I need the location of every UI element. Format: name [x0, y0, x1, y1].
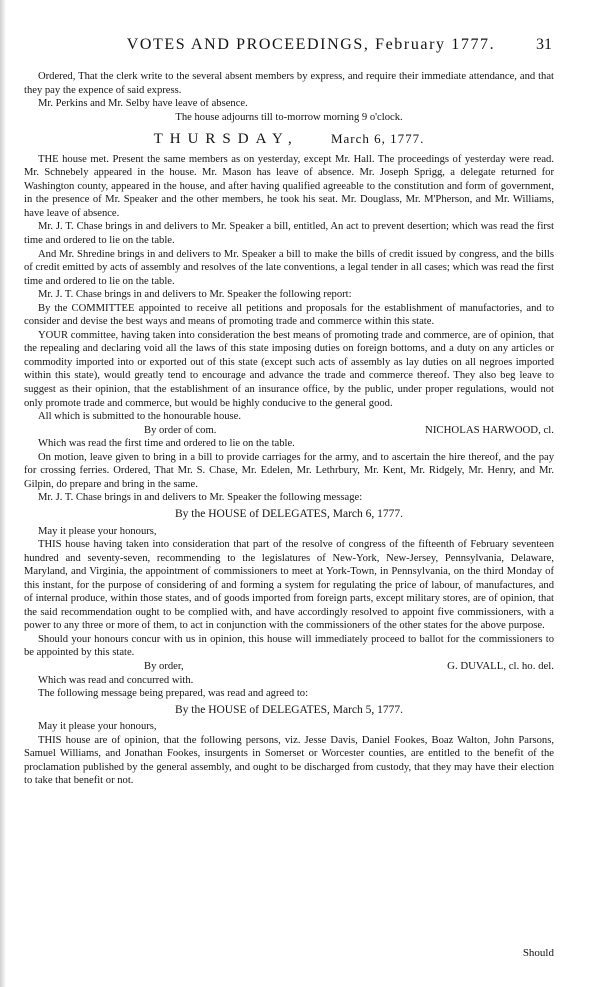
paragraph-submitted: All which is submitted to the honourable house. [38, 411, 242, 423]
running-header [70, 36, 552, 54]
day-date: March 6, 1777. [330, 131, 425, 147]
signature-name: G. DUVALL, cl. ho. del. [447, 659, 554, 672]
day-heading [24, 132, 554, 147]
signature-label: By order of com. [144, 424, 217, 436]
paragraph-message-prepared: The following message being prepared, was read and agreed to: [38, 688, 309, 700]
paragraph-insurgents: THIS house are of opinion, that the following persons, viz. Jesse Davis, Daniel Fookes, Boaz Walton, John Parsons, Samuel Williams, and Jonathan Fookes, insurgents in Somerset or Worcester counties, are entitled to the benefit of the proclamation published by the general assembly, and ought to be discharged from custody, that they may have their election to take that benefit or not. [24, 734, 554, 787]
paragraph-message-intro: Mr. J. T. Chase brings in and delivers to Mr. Speaker the following message: [38, 492, 363, 504]
paragraph-report-intro: Mr. J. T. Chase brings in and delivers to Mr. Speaker the following report: [38, 289, 352, 301]
house-of-delegates-heading-2: By the HOUSE of DELEGATES, March 5, 1777. [174, 703, 404, 716]
paragraph-committee: By the COMMITTEE appointed to receive all petitions and proposals for the establishment of manufactories, and to consider and devise the best ways and means of promoting trade and commerce within this state. [24, 302, 554, 328]
paragraph-ordered: Ordered, That the clerk write to the several absent members by express, and require their immediate attendance, and that they pay the expence of said express. [24, 71, 554, 96]
paragraph-house-met: THE house met. Present the same members as on yesterday, except Mr. Hall. The proceedings of yesterday were read. Mr. Schnebely appeared in the house. Mr. Mason has leave of absence. Mr. Joseph Sprigg, a delegate returned for Washington county, appeared in the house, and after having qualified agreeable to the constitution and form of government, in the presence of Mr. Speaker and the other members, he took his seat. Mr. Douglass, Mr. M'Pherson, and Mr. Williams, have leave of absence. [24, 153, 554, 219]
signature-duvall [24, 660, 554, 674]
signature-harwood [24, 424, 554, 438]
paragraph-desertion-bill: Mr. J. T. Chase brings in and delivers to Mr. Speaker a bill, entitled, An act to prevent desertion; which was read the first time and ordered to lie on the table. [24, 221, 554, 247]
salutation-2: May it please your honours, [38, 721, 157, 733]
page-number: 31 [536, 36, 552, 53]
paragraph-concurred: Which was read and concurred with. [38, 674, 194, 686]
signature-label: By order, [144, 660, 184, 672]
paragraph-read-first: Which was read the first time and ordered to lie on the table. [38, 438, 295, 450]
running-title: VOTES AND PROCEEDINGS, February 1777. [126, 36, 496, 53]
paragraph-committee-opinion: YOUR committee, having taken into consideration the best means of promoting trade and commerce, are of opinion, that the repealing and declaring void all the laws of this state imposing duties on foreign bottoms, and a duty on any articles or commodity imported into or exported out of this state (except such acts of assembly as lay duties on all negroes imported within this state), would greatly tend to encourage and advance the trade and commerce thereof. They also beg leave to suggest as their opinion, that the establishment of an insurance office, by the public, under proper regulations, would not only promote trade and commerce, but would be highly conducive to the general good. [24, 329, 554, 409]
day-name: THURSDAY, [153, 131, 299, 148]
house-of-delegates-heading-1: By the HOUSE of DELEGATES, March 6, 1777. [174, 507, 404, 520]
paragraph-ballot: Should your honours concur with us in opinion, this house will immediately proceed to ballot for the commissioners to be appointed by this state. [24, 633, 554, 659]
paragraph-commissioners: THIS house having taken into consideration that part of the resolve of congress of the fifteenth of February seventeen hundred and seventy-seven, recommending to the legislatures of New-York, New-Jersey, Pennsylvania, Delaware, Maryland, and Virginia, the appointment of commissioners to meet at York-Town, in Pennsylvania, on the third Monday of this instant, for the purpose of considering of and forming a system for regulating the price of labour, of manufactures, and of internal produce, within those states, and of goods imported from foreign parts, except military stores, are of opinion, that the said recommendation ought to be complied with, and have accordingly resolved to appoint five commissioners, with a power to any three or more of them, to act in conjunction with the commissioners of the other states for the above purpose. [24, 539, 554, 632]
salutation-1: May it please your honours, [38, 525, 157, 537]
paragraph-leave: Mr. Perkins and Mr. Selby have leave of absence. [38, 98, 248, 110]
paragraph-carriages: On motion, leave given to bring in a bill to provide carriages for the army, and to ascertain the hire thereof, and the pay for crossing ferries. Ordered, That Mr. S. Chase, Mr. Edelen, Mr. Lethrbury, Mr. Kent, Mr. Ridgely, Mr. Henry, and Mr. Gilpin, do prepare and bring in the same. [24, 451, 554, 490]
paragraph-credit-bill: And Mr. Shredine brings in and delivers to Mr. Speaker a bill to make the bills of credit issued by congress, and the bills of credit emitted by acts of assembly and resolves of the late conventions, a legal tender in all cases; which was read the first time and ordered to lie on the table. [24, 248, 554, 287]
signature-name: NICHOLAS HARWOOD, cl. [425, 423, 554, 436]
document-body [24, 70, 554, 788]
paragraph-adjourn: The house adjourns till to-morrow morning 9 o'clock. [175, 111, 403, 123]
catchword: Should [522, 947, 554, 959]
page-spine-shadow [0, 0, 6, 987]
